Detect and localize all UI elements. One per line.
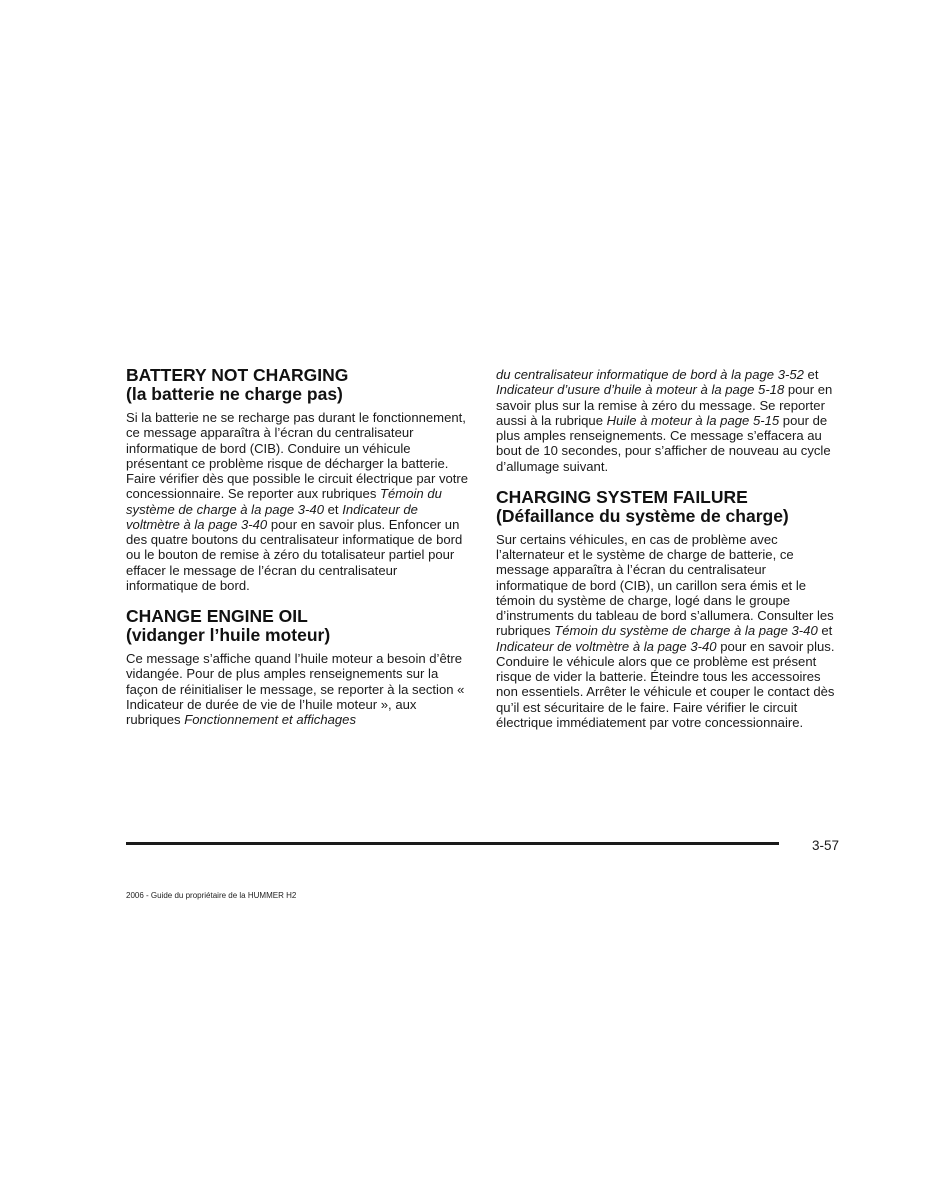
body-text: pour en savoir plus. Conduire le véhicule alors que ce problème est présent risque de vider la batterie. Éteindre tous les accessoires non essentiels. Arrêter le véhicule et couper le contact dès qu’il est sécuritaire de le faire. Faire vérifier le circuit électrique immédiatement par votre concessionnaire. <box>496 638 835 730</box>
section-charging-system-failure <box>496 488 841 730</box>
body-text: pour en savoir plus. Enfoncer un des quatre boutons du centralisateur informatique de bord ou le bouton de remise à zéro du totalisateur partiel pour effacer le message de l’écran du centralisateur informatique de bord. <box>126 516 463 593</box>
right-column <box>496 367 841 744</box>
cross-reference: Témoin du système de charge à la page 3-40 <box>126 486 442 517</box>
cross-reference: Indicateur de voltmètre à la page 3-40 <box>126 501 418 532</box>
cross-reference: Indicateur d’usure d’huile à moteur à la page 5-18 <box>496 382 785 398</box>
section-body <box>126 651 471 727</box>
cross-reference: Témoin du système de charge à la page 3-40 <box>554 623 818 639</box>
heading-fr: (la batterie ne charge pas) <box>126 384 343 404</box>
section-body <box>496 532 841 730</box>
cross-reference: Huile à moteur à la page 5-15 <box>606 412 780 428</box>
page-number: 3-57 <box>812 838 840 853</box>
body-text: Si la batterie ne se recharge pas durant le fonctionnement, ce message apparaîtra à l’écran du centralisateur informatique de bord (CIB). Conduire un véhicule présentant ce problème risque de décharger la batterie. Faire vérifier dès que possible le circuit électrique par votre concessionnaire. Se reporter aux rubriques <box>126 410 469 502</box>
section-heading <box>126 607 471 645</box>
cross-reference: Fonctionnement et affichages <box>184 712 357 727</box>
heading-en: CHANGE ENGINE OIL <box>126 606 308 626</box>
body-text: pour en savoir plus sur la remise à zéro du message. Se reporter aussi à la rubrique <box>496 382 833 428</box>
section-change-engine-oil <box>126 607 471 727</box>
cross-reference: du centralisateur informatique de bord à la page 3-52 <box>496 367 804 382</box>
body-text: et <box>803 367 819 382</box>
footer-note: 2006 - Guide du propriétaire de la HUMMER H2 <box>126 891 297 900</box>
body-text: pour de plus amples renseignements. Ce message s’effacera au bout de 10 secondes, pour s’afficher de nouveau au cycle d’allumage suivant. <box>496 412 831 474</box>
body-text: et <box>817 623 833 639</box>
heading-en: CHARGING SYSTEM FAILURE <box>496 486 748 507</box>
body-text: Ce message s’affiche quand l’huile moteur a besoin d’être vidangée. Pour de plus amples renseignements sur la façon de réinitialiser le message, se reporter à la section « Indicateur de durée de vie de l’huile moteur », aux rubriques <box>126 651 465 727</box>
heading-fr: (vidanger l’huile moteur) <box>126 625 331 645</box>
section-body <box>126 410 471 593</box>
heading-en: BATTERY NOT CHARGING <box>126 365 349 385</box>
section-heading <box>496 488 841 526</box>
left-column <box>126 366 471 741</box>
section-heading <box>126 366 471 404</box>
section-battery-not-charging <box>126 366 471 593</box>
cross-reference: Indicateur de voltmètre à la page 3-40 <box>496 638 717 654</box>
footer-rule <box>126 842 779 845</box>
continuation-text <box>496 367 841 474</box>
body-text: et <box>324 501 343 517</box>
section-continuation <box>496 367 841 474</box>
body-text: Sur certains véhicules, en cas de problème avec l’alternateur et le système de charge de batterie, ce message apparaîtra à l’écran du centralisateur informatique de bord (CIB), un carillon sera émis et le témoin du système de charge, logé dans le groupe d’instruments du tableau de bord s’allumera. Consulter les rubriques <box>496 531 834 639</box>
heading-fr: (Défaillance du système de charge) <box>496 505 789 526</box>
